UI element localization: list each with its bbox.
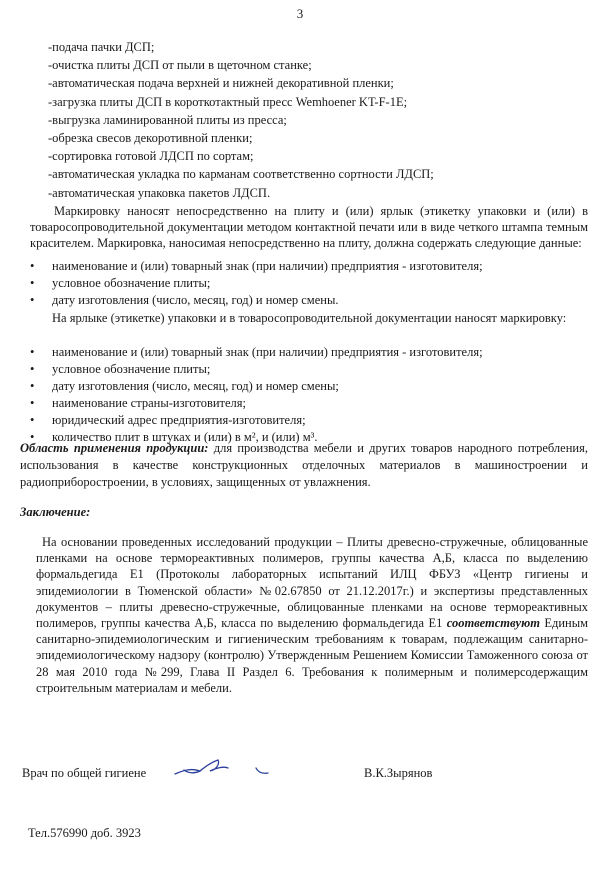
page-number: 3 <box>296 6 304 21</box>
list-item: • дату изготовления (число, месяц, год) и номер смены. <box>30 292 590 309</box>
process-step: -подача пачки ДСП; <box>48 40 155 54</box>
list-item: • условное обозначение плиты; <box>30 361 590 378</box>
process-step: -очистка плиты ДСП от пыли в щеточном станке; <box>48 58 312 73</box>
list-item: • юридический адрес предприятия-изготовителя; <box>30 412 590 429</box>
process-step: -обрезка свесов декоротивной пленки; <box>48 131 253 146</box>
label-marking-list <box>30 344 590 446</box>
scope-section <box>20 440 588 491</box>
list-item: • наименование страны-изготовителя; <box>30 395 590 412</box>
process-step: -автоматическая укладка по карманам соответственно сортности ЛДСП; <box>48 167 434 182</box>
handwritten-signature <box>170 752 270 782</box>
process-step: -загрузка плиты ДСП в короткотактный пресс Wemhoener KT-F-1E; <box>48 94 408 109</box>
conclusion-text-before: На основании проведенных исследований продукции – Плиты древесно-стружечные, облицованные пленками на основе термореактивных полимеров, группы качества А,Б, класса по выделению формальдегида Е1 (Протоколы лабораторных испытаний ИЛЦ ФБУЗ «Центр гигиены и эпидемиологии в Тюменской области» №02.67850 от 21.12.2017г.) и экспертизы представленных документов – плиты древесно-стружечные, облицованные пленками на основе термореактивных полимеров, группы качества А,Б, класса по выделению формальдегида Е1 <box>36 535 588 631</box>
list-item: • наименование и (или) товарный знак (при наличии) предприятия - изготовителя; <box>30 344 590 361</box>
list-item: • условное обозначение плиты; <box>30 275 590 292</box>
process-step: -выгрузка ламинированной плиты из пресса; <box>48 112 287 127</box>
signer-position: Врач по общей гигиене <box>22 766 147 780</box>
plate-marking-list <box>30 258 590 309</box>
scope-text: для производства мебели и других товаров народного потребления, использования в качестве конструкционных отделочных материалов в машиностроении и радиоприборостроении, в условиях, защищенных от увлажнения. <box>20 441 588 489</box>
label-paragraph: На ярлыке (этикетке) упаковки и в товаросопроводительной документации наносят маркировку: <box>52 311 567 325</box>
process-step: -сортировка готовой ЛДСП по сортам; <box>48 149 254 164</box>
list-item: • наименование и (или) товарный знак (при наличии) предприятия - изготовителя; <box>30 258 590 275</box>
conclusion-heading: Заключение: <box>20 505 91 519</box>
conclusion-text-after: Единым санитарно-эпидемиологическим и гигиеническим требованиям к товарам, подлежащим санитарно-эпидемиологическому надзору (контролю) Утвержденным Решением Комиссии Таможенного союза от 28 мая 2010 года №299, Глава II Раздел 6. Требования к полимерным и полимерсодержащим строительным материалам и мебели. <box>36 616 589 695</box>
conclusion-text <box>36 534 588 696</box>
process-step: -автоматическая подача верхней и нижней декоративной пленки; <box>48 76 394 91</box>
process-step: -автоматическая упаковка пакетов ЛДСП. <box>48 185 271 200</box>
conclusion-emphasis: соответствуют <box>446 616 540 631</box>
phone-number: Тел.576990 доб. 3923 <box>28 826 141 840</box>
scope-heading: Область применения продукции: <box>20 441 209 455</box>
signature-row <box>22 766 588 781</box>
signer-name: В.К.Зырянов <box>364 766 433 780</box>
marking-paragraph: Маркировку наносят непосредственно на плиту и (или) ярлык (этикетку упаковки и (или) в товаросопроводительной документации методом контактной печати или в виде четкого штампа темным красителем. Маркировка, наносимая непосредственно на плиту, должна содержать следующие данные: <box>30 204 588 250</box>
list-item: • количество плит в штуках и (или) в м², и (или) м³. <box>30 429 590 446</box>
process-steps-list <box>48 38 588 202</box>
list-item: • дату изготовления (число, месяц, год) и номер смены; <box>30 378 590 395</box>
